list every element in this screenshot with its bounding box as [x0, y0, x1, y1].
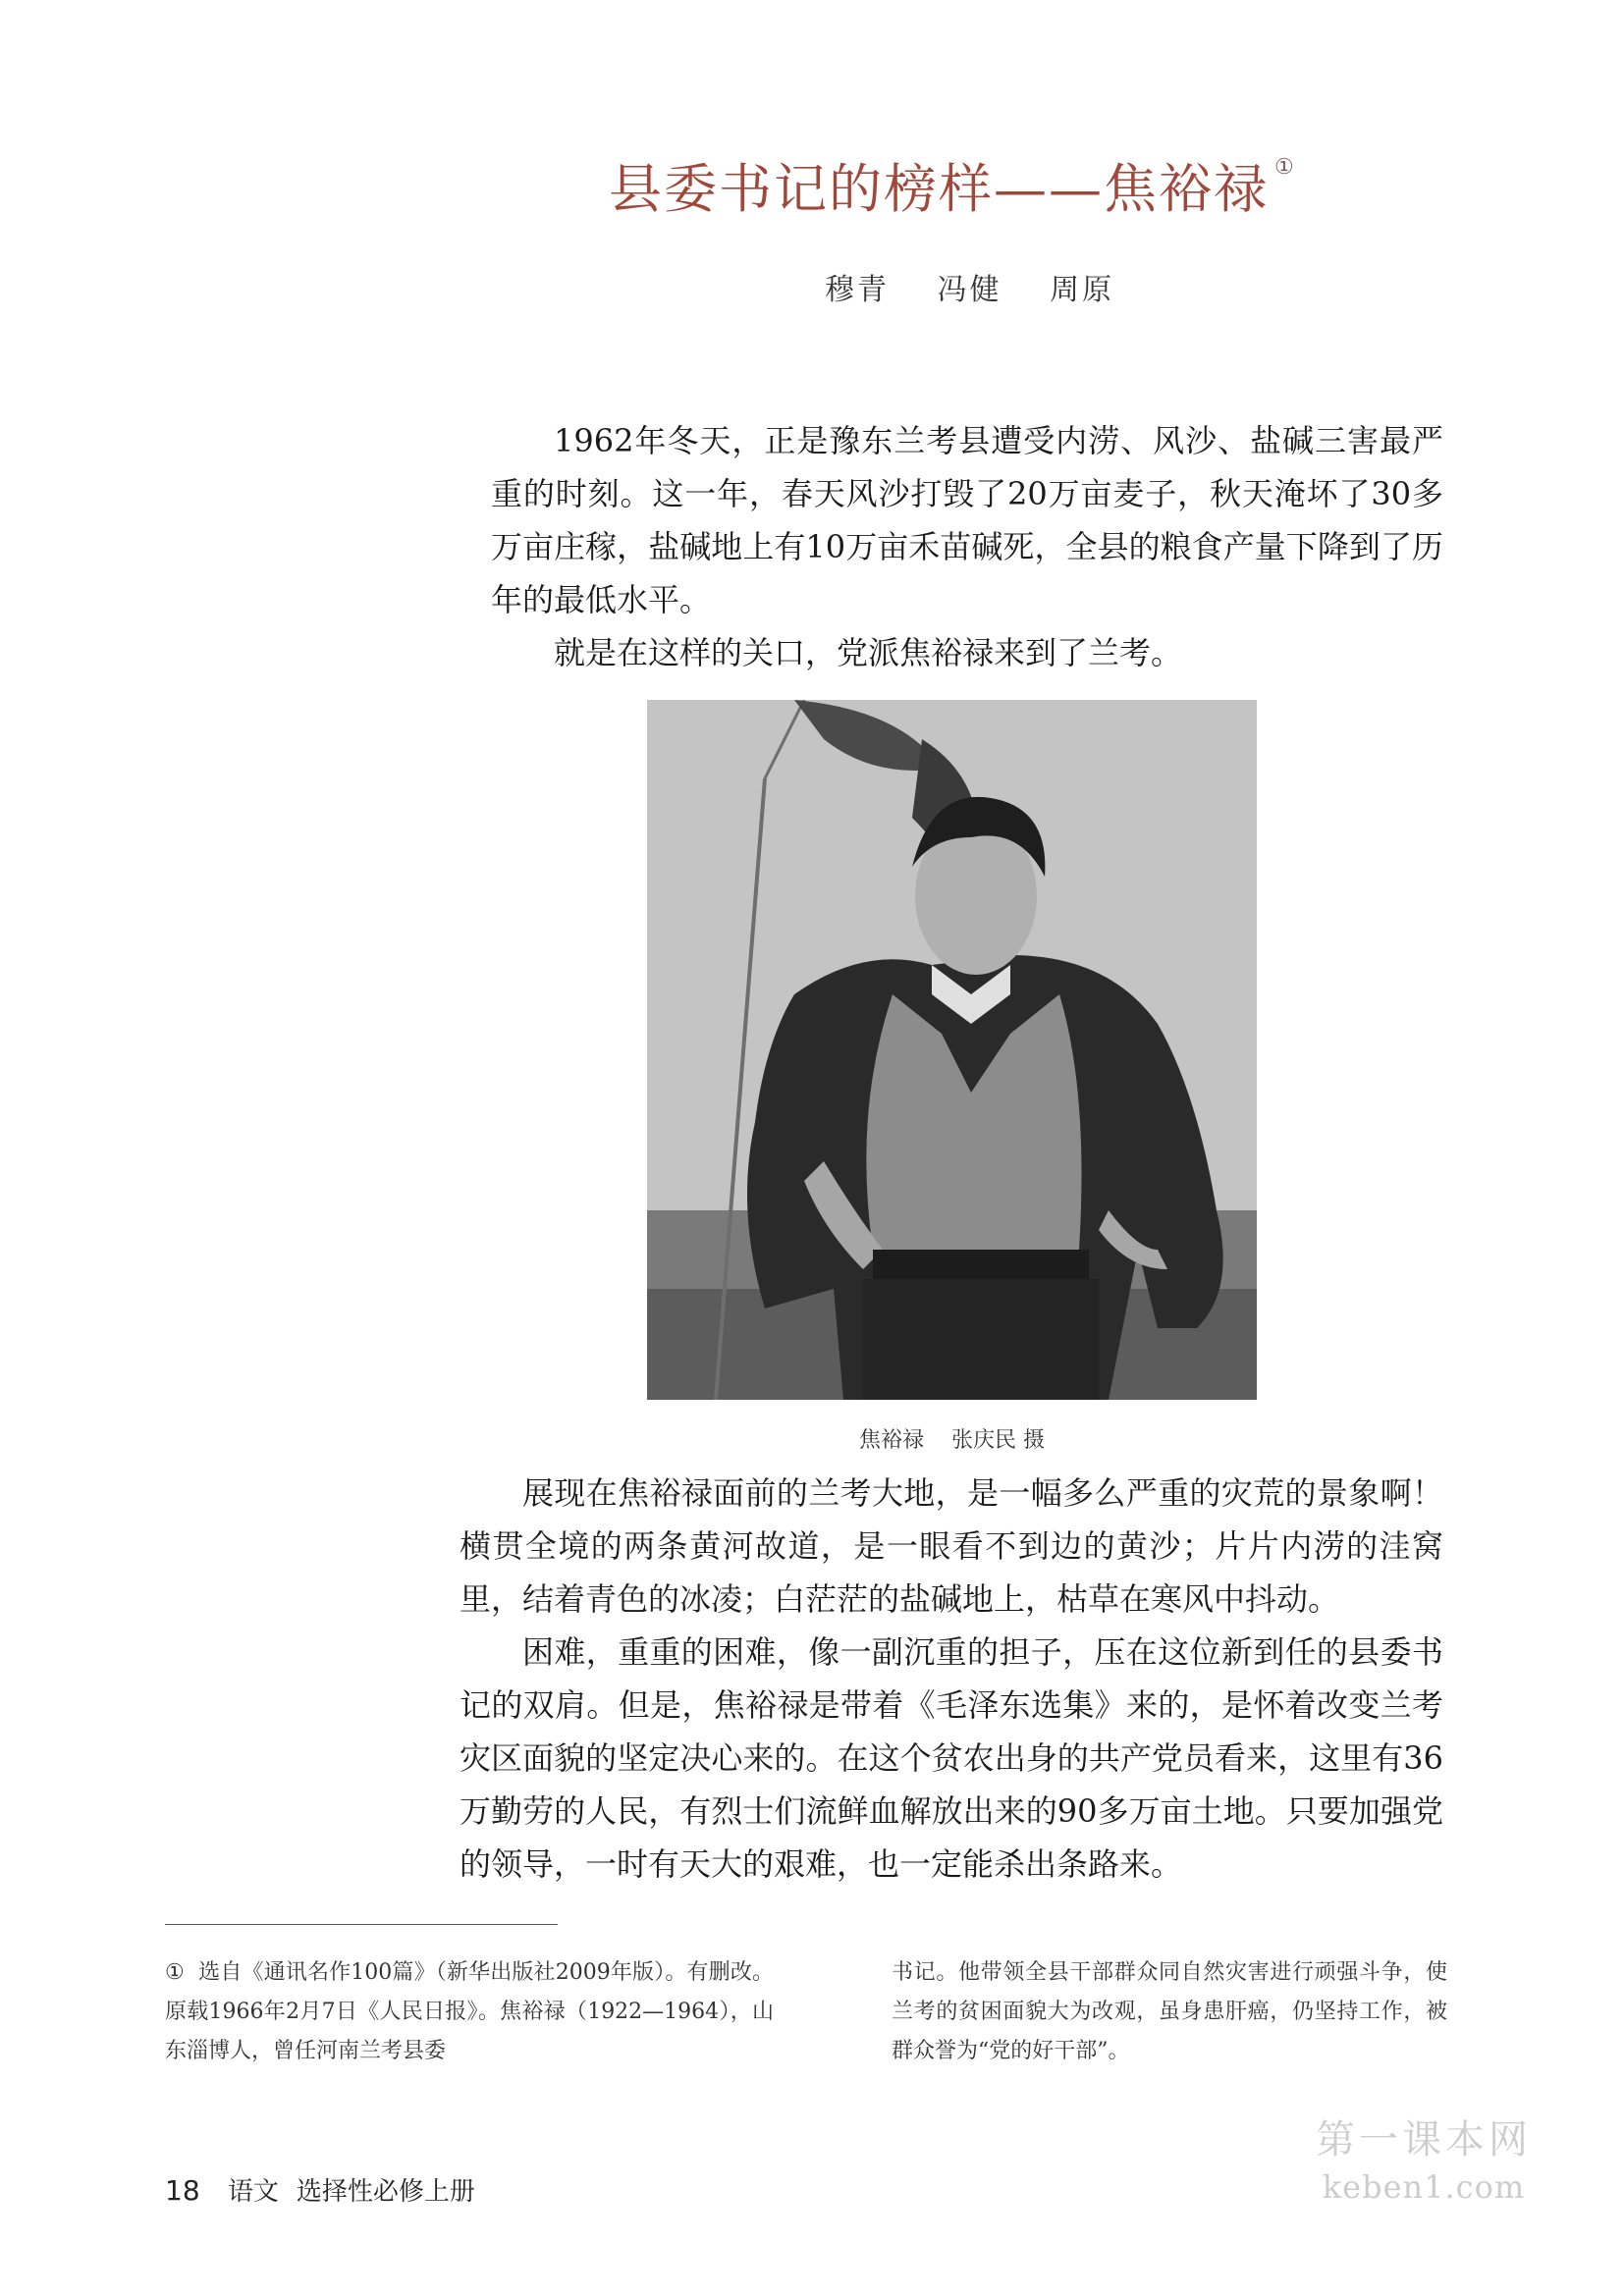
photo-caption — [647, 1423, 1257, 1454]
portrait-photo — [647, 700, 1257, 1400]
watermark-en: keben1.com — [1322, 2168, 1526, 2206]
footnote-right-column — [892, 1953, 1447, 2071]
author-name: 穆青 — [825, 273, 890, 307]
body-paragraph: 困难，重重的困难，像一副沉重的担子，压在这位新到任的县委书记的双肩。但是，焦裕禄是带着《毛泽东选集》来的，是怀着改变兰考灾区面貌的坚定决心来的。在这个贫农出身的共产党员看来，这里有36万勤劳的人民，有烈士们流鲜血解放出来的90多万亩土地。只要加强党的领导，一时有天大的艰难，也一定能杀出条路来。 — [460, 1633, 1443, 1883]
footnote-text-left: 选自《通讯名作100篇》（新华出版社2009年版）。有删改。原载1966年2月7日《人民日报》。焦裕禄（1922—1964），山东淄博人，曾任河南兰考县委 — [165, 1960, 774, 2063]
book-volume: 选择性必修上册 — [296, 2177, 475, 2207]
page-footer — [165, 2171, 493, 2208]
watermark — [1276, 2109, 1571, 2206]
book-title — [228, 2177, 493, 2207]
author-name: 冯健 — [937, 273, 1002, 307]
caption-credit: 张庆民 摄 — [951, 1428, 1045, 1453]
author-name: 周原 — [1050, 273, 1115, 307]
book-subject: 语文 — [227, 2177, 279, 2207]
footnote-divider — [165, 1924, 558, 1925]
footnote-text-right: 书记。他带领全县干部群众同自然灾害进行顽强斗争，使兰考的贫困面貌大为改观，虽身患肝癌，仍坚持工作，被群众誉为“党的好干部”。 — [892, 1960, 1447, 2063]
watermark-cn: 第一课本网 — [1316, 2117, 1532, 2163]
body-paragraph: 就是在这样的关口，党派焦裕禄来到了兰考。 — [554, 634, 1183, 671]
caption-subject: 焦裕禄 — [858, 1428, 924, 1453]
footnote-number: ① — [165, 1960, 185, 1985]
footnote-left-column — [165, 1953, 774, 2071]
body-paragraph: 1962年冬天，正是豫东兰考县遭受内涝、风沙、盐碱三害最严重的时刻。这一年，春天风沙打毁了20万亩麦子，秋天淹坏了30多万亩庄稼，盐碱地上有10万亩禾苗碱死，全县的粮食产量下降到了历年的最低水平。 — [491, 422, 1443, 618]
body-paragraph: 展现在焦裕禄面前的兰考大地，是一幅多么严重的灾荒的景象啊！横贯全境的两条黄河故道，是一眼看不到边的黄沙；片片内涝的洼窝里，结着青色的冰凌；白茫茫的盐碱地上，枯草在寒风中抖动。 — [460, 1474, 1443, 1618]
authors-line — [825, 265, 1150, 308]
portrait-illustration — [647, 700, 1257, 1400]
article-title — [609, 147, 1296, 223]
article-title-text: 县委书记的榜样——焦裕禄 — [609, 158, 1269, 220]
title-footnote-mark[interactable]: ① — [1274, 155, 1296, 180]
page-number: 18 — [165, 2174, 200, 2207]
